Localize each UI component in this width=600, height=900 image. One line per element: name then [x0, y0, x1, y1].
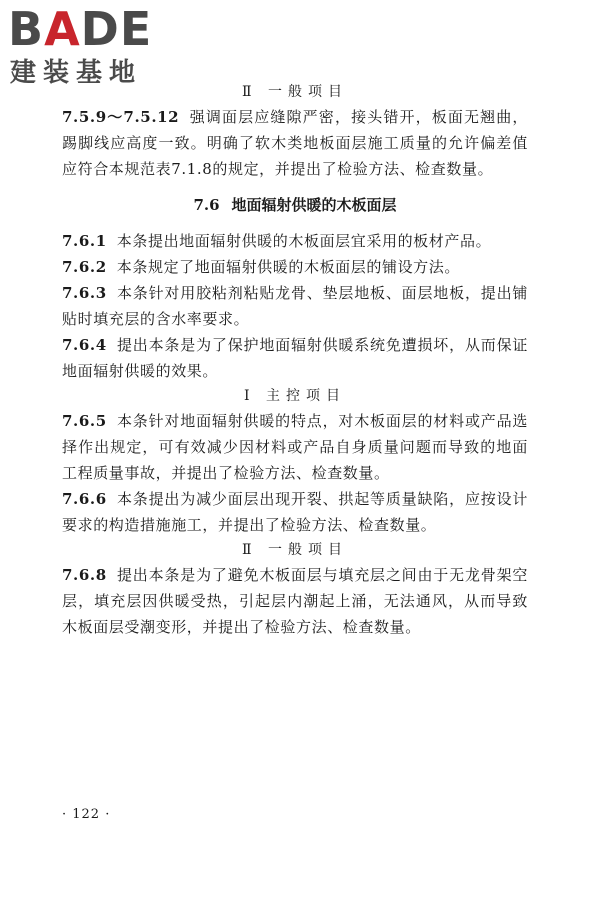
clause-7-6-3 — [62, 280, 528, 332]
page-body — [62, 80, 528, 640]
clause-7-5-9-to-12 — [62, 104, 528, 182]
section-title-text: 地面辐射供暖的木板面层 — [231, 196, 397, 214]
clause-text: 本条针对用胶粘剂粘贴龙骨、垫层地板、面层地板，提出铺贴时填充层的含水率要求。 — [62, 284, 528, 328]
logo-letter-b: B — [8, 2, 45, 56]
clause-7-6-6 — [62, 486, 528, 538]
clause-text: 本条针对地面辐射供暖的特点，对木板面层的材料或产品选择作出规定，可有效减少因材料或产品自身质量问题而导致的地面工程质量事故，并提出了检验方法、检查数量。 — [62, 412, 528, 482]
clause-7-6-2 — [62, 254, 528, 280]
page-number: · 122 · — [62, 807, 111, 822]
clause-text: 提出本条是为了保护地面辐射供暖系统免遭损坏，从而保证地面辐射供暖的效果。 — [62, 336, 528, 380]
subheading-general-items-1: Ⅱ 一般项目 — [242, 84, 348, 100]
logo-chinese-name: 建装基地 — [10, 58, 143, 88]
clause-number: 7.6.6 — [62, 490, 107, 508]
logo-letter-a-accent: A — [44, 2, 81, 56]
logo-letters-de: DE — [80, 2, 153, 56]
clause-7-6-4 — [62, 332, 528, 384]
logo-wordmark — [8, 4, 152, 54]
clause-number: 7.6.8 — [62, 566, 107, 584]
section-title-7-6 — [62, 182, 528, 228]
clause-number: 7.6.1 — [62, 232, 107, 250]
clause-text: 本条提出为减少面层出现开裂、拱起等质量缺陷，应按设计要求的构造措施施工，并提出了检验方法、检查数量。 — [62, 490, 528, 534]
clause-7-6-5 — [62, 408, 528, 486]
clause-number: 7.5.9～7.5.12 — [62, 108, 180, 126]
subheading-main-items: Ⅰ 主控项目 — [244, 388, 346, 404]
subheading-general-items-2: Ⅱ 一般项目 — [242, 542, 348, 558]
clause-number: 7.6.2 — [62, 258, 107, 276]
clause-7-6-8 — [62, 562, 528, 640]
clause-number: 7.6.4 — [62, 336, 107, 354]
clause-text: 本条规定了地面辐射供暖的木板面层的铺设方法。 — [116, 258, 460, 276]
section-number: 7.6 — [193, 196, 220, 214]
bade-logo — [8, 4, 178, 88]
clause-7-6-1 — [62, 228, 528, 254]
clause-text: 提出本条是为了避免木板面层与填充层之间由于无龙骨架空层，填充层因供暖受热，引起层内潮起上涌，无法通风，从而导致木板面层受潮变形，并提出了检验方法、检查数量。 — [62, 566, 528, 636]
clause-number: 7.6.5 — [62, 412, 107, 430]
clause-number: 7.6.3 — [62, 284, 107, 302]
clause-text: 本条提出地面辐射供暖的木板面层宜采用的板材产品。 — [116, 232, 492, 250]
clause-text: 强调面层应缝隙严密，接头错开，板面无翘曲，踢脚线应高度一致。明确了软木类地板面层施工质量的允许偏差值应符合本规范表7.1.8的规定，并提出了检验方法、检查数量。 — [62, 108, 528, 178]
